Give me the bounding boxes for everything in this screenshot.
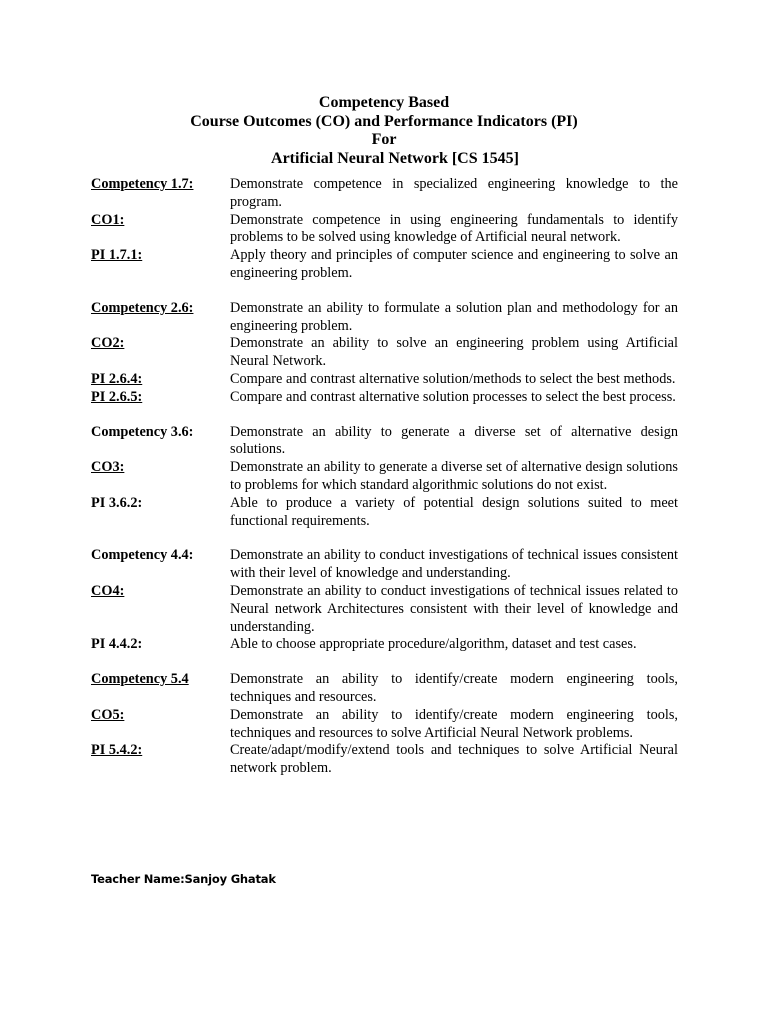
entry-row (91, 459, 678, 495)
entry-label: PI 3.6.2: (91, 494, 143, 511)
entry-row (91, 424, 678, 460)
title-line-4: Artificial Neural Network [CS 1545] (271, 149, 519, 167)
entry-text: Apply theory and principles of computer science and engineering to solve an engineering problem. (230, 247, 678, 281)
entry-label: PI 2.6.5: (91, 388, 143, 405)
entry-row (91, 707, 678, 743)
competency-group-2 (91, 300, 678, 407)
entry-row (91, 371, 678, 389)
entry-text: Create/adapt/modify/extend tools and techniques to solve Artificial Neural network problem. (230, 742, 678, 777)
entry-row (91, 335, 678, 371)
entry-label: CO1: (91, 211, 125, 228)
entry-row (91, 176, 678, 212)
title-line-2: Course Outcomes (CO) and Performance Indicators (PI) (190, 112, 578, 130)
competency-group-1 (91, 176, 678, 283)
entry-text: Demonstrate an ability to identify/create modern engineering tools, techniques and resources. (230, 671, 678, 705)
entry-text: Demonstrate an ability to conduct investigations of technical issues consistent with their level of knowledge and understanding. (230, 547, 678, 582)
title-line-3: For (371, 131, 397, 148)
entry-text: Demonstrate competence in specialized engineering knowledge to the program. (230, 176, 678, 210)
entry-label: CO3: (91, 459, 125, 476)
outcomes-list (91, 176, 678, 795)
entry-row (91, 300, 678, 336)
entry-row (91, 389, 678, 407)
entry-text: Demonstrate an ability to solve an engineering problem using Artificial Neural Network. (230, 335, 678, 370)
entry-text: Compare and contrast alternative solution processes to select the best process. (230, 388, 676, 405)
entry-text: Able to choose appropriate procedure/algorithm, dataset and test cases. (230, 636, 637, 653)
entry-label: Competency 2.6: (91, 299, 194, 316)
entry-text: Demonstrate an ability to generate a diverse set of alternative design solutions to problems for which standard algorithmic solutions do not exist. (230, 459, 678, 493)
entry-row (91, 636, 678, 654)
document-title (0, 94, 768, 168)
entry-label: Competency 1.7: (91, 176, 194, 192)
entry-label: PI 4.4.2: (91, 636, 143, 653)
entry-row (91, 495, 678, 531)
entry-label: CO4: (91, 582, 125, 599)
entry-row (91, 742, 678, 778)
entry-text: Demonstrate an ability to identify/create modern engineering tools, techniques and resources to solve Artificial Neural Network problems. (230, 706, 678, 741)
entry-text: Compare and contrast alternative solution/methods to select the best methods. (230, 370, 676, 387)
entry-label: Competency 5.4 (91, 671, 189, 688)
entry-text: Demonstrate competence in using engineering fundamentals to identify problems to be solved using knowledge of Artificial neural network. (230, 211, 678, 246)
entry-label: PI 5.4.2: (91, 742, 143, 759)
entry-text: Demonstrate an ability to conduct investigations of technical issues related to Neural network Architectures consistent with their level of knowledge and understanding. (230, 582, 678, 635)
entry-label: CO2: (91, 335, 125, 352)
entry-label: Competency 4.4: (91, 547, 194, 564)
entry-text: Demonstrate an ability to formulate a solution plan and methodology for an engineering problem. (230, 299, 678, 334)
entry-row (91, 547, 678, 583)
title-line-1: Competency Based (318, 94, 450, 111)
teacher-name: Teacher Name:Sanjoy Ghatak (91, 872, 276, 886)
entry-row (91, 212, 678, 248)
competency-group-5 (91, 671, 678, 778)
entry-label: Competency 3.6: (91, 423, 194, 440)
competency-group-3 (91, 424, 678, 531)
entry-label: CO5: (91, 706, 125, 723)
competency-group-4 (91, 547, 678, 654)
entry-row (91, 671, 678, 707)
entry-label: PI 2.6.4: (91, 370, 143, 387)
entry-text: Able to produce a variety of potential design solutions suited to meet functional requirements. (230, 494, 678, 529)
entry-row (91, 583, 678, 636)
entry-text: Demonstrate an ability to generate a diverse set of alternative design solutions. (230, 423, 678, 458)
entry-row (91, 247, 678, 283)
entry-label: PI 1.7.1: (91, 247, 143, 264)
